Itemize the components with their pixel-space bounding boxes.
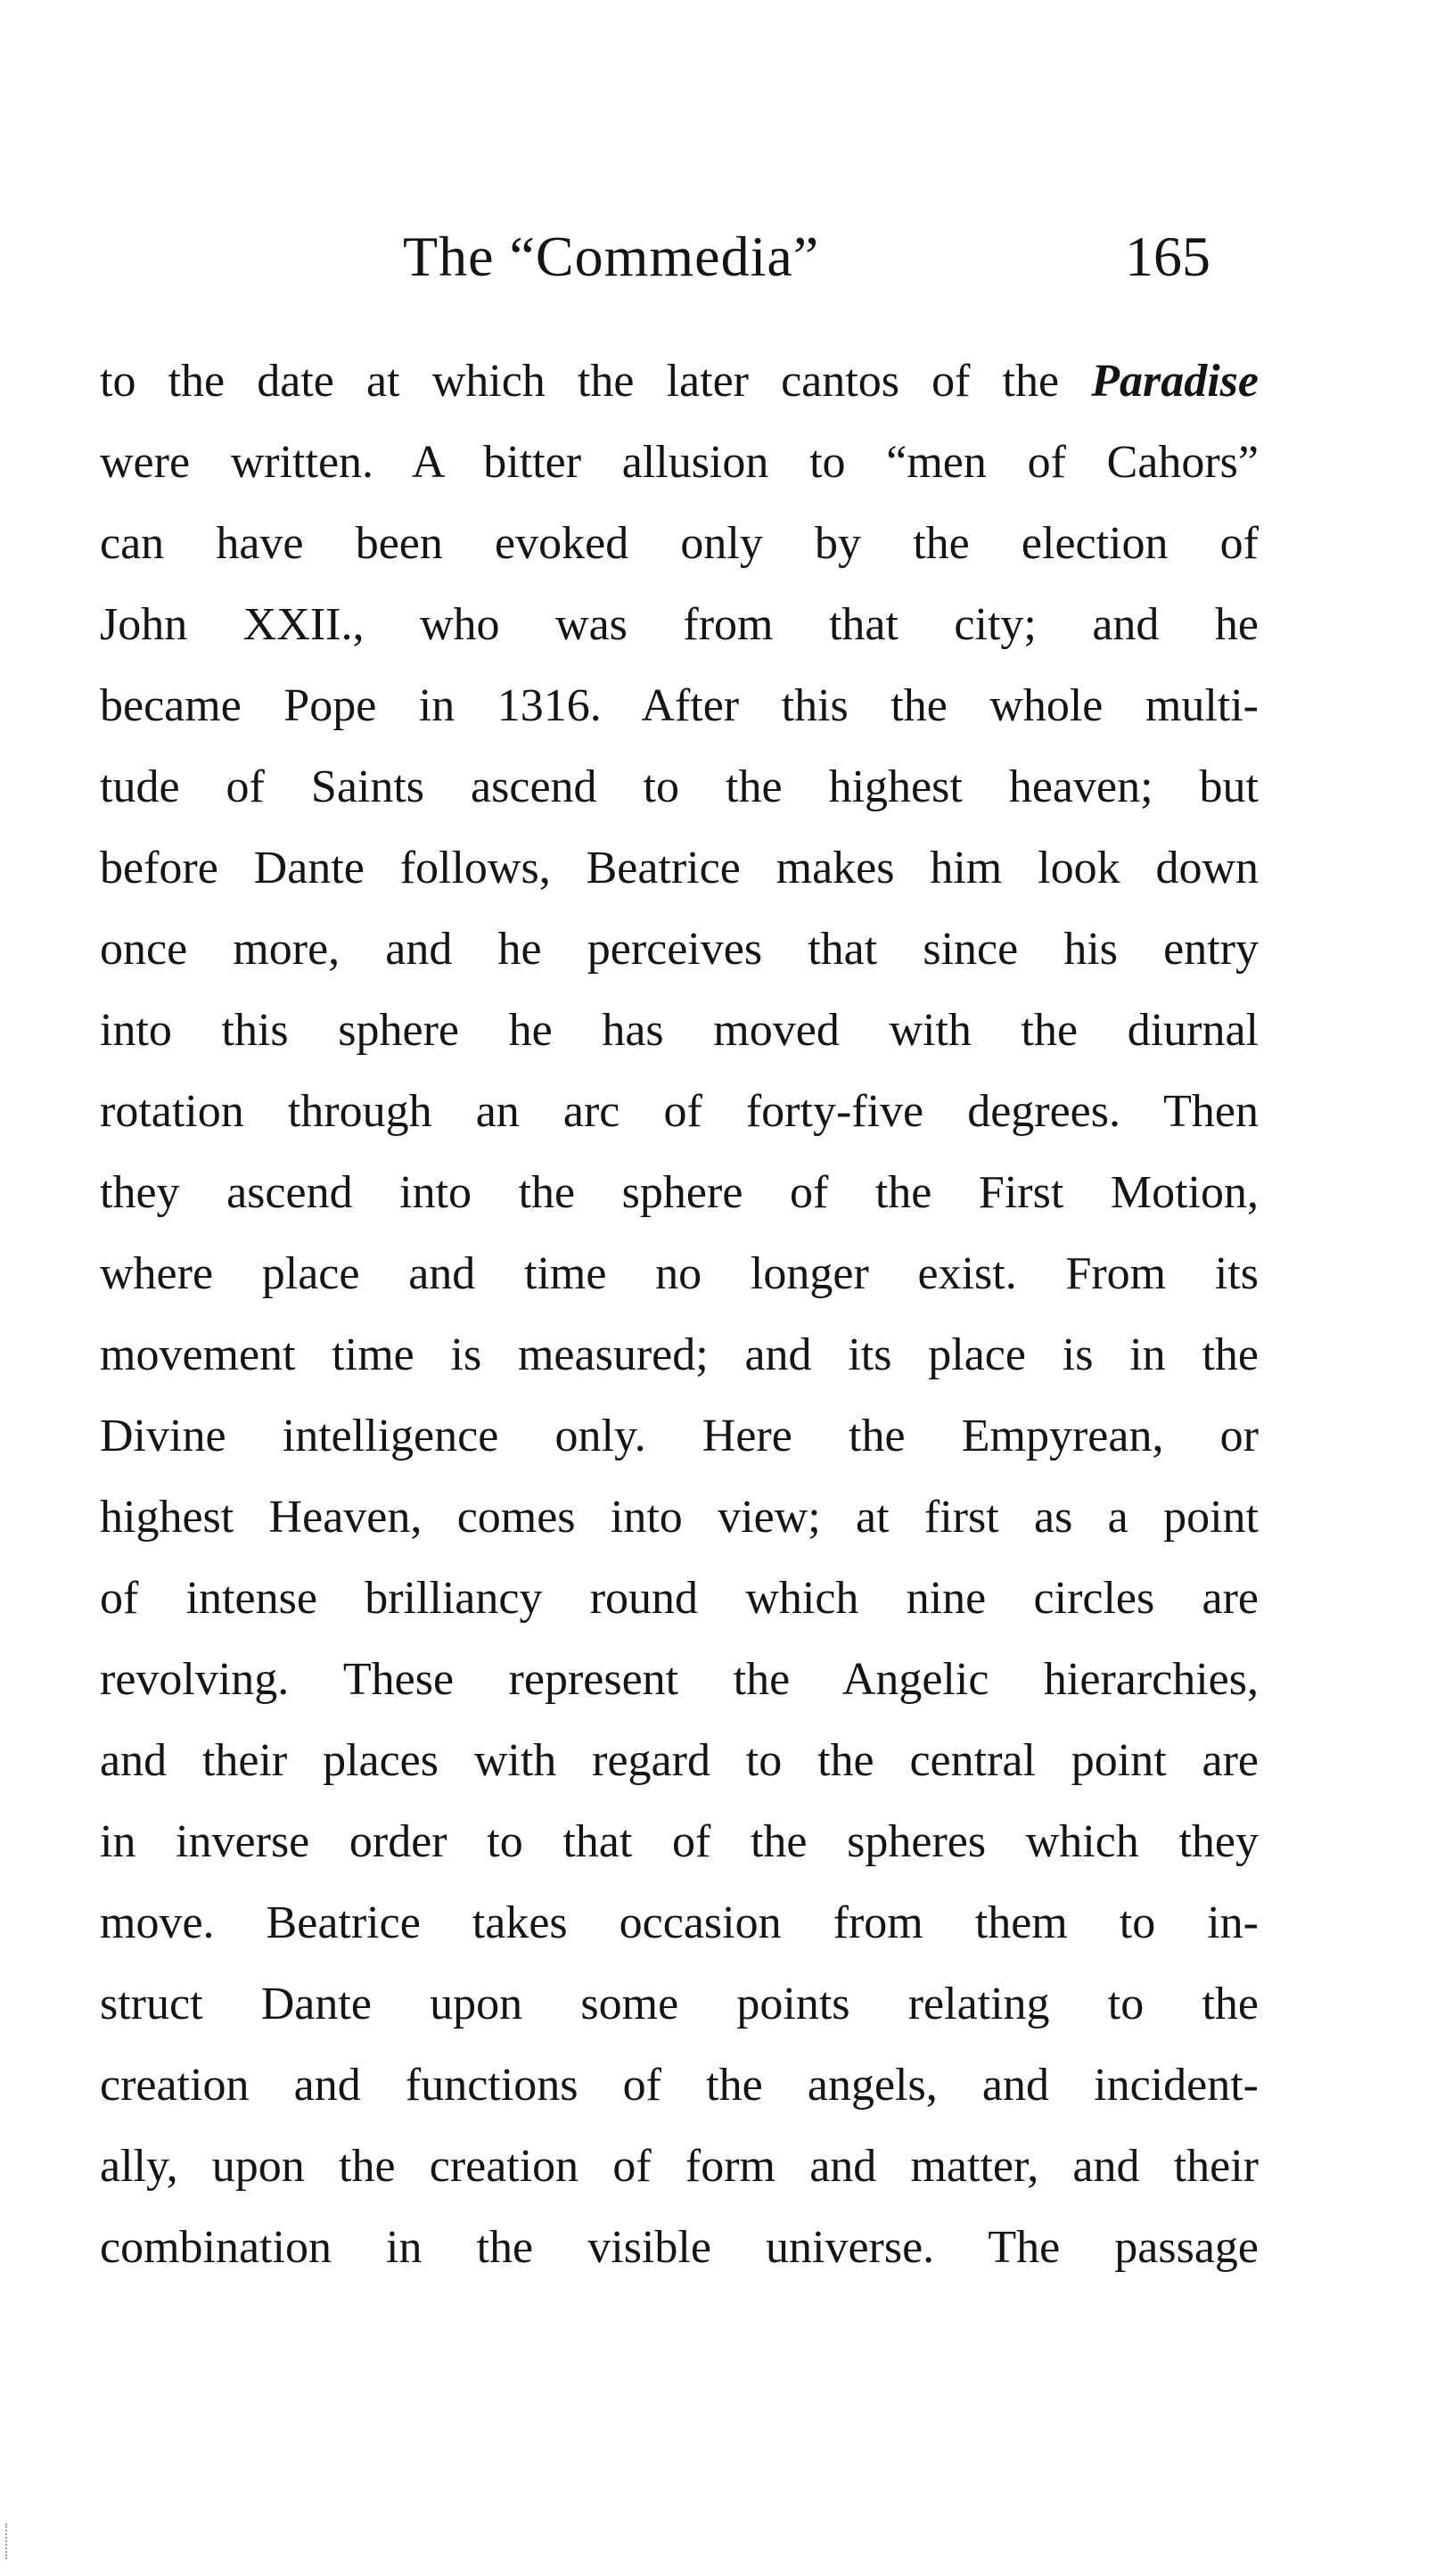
text-run: became Pope in 1316. After this the whole multi-: [100, 680, 1259, 731]
text-line: [100, 990, 1259, 1071]
running-title: The “Commedia”: [403, 225, 820, 288]
text-run: tude of Saints ascend to the highest heaven; but: [100, 761, 1259, 812]
text-line: [100, 665, 1259, 746]
text-line: [100, 503, 1259, 584]
text-line: [100, 2126, 1259, 2207]
text-line: [100, 1233, 1259, 1314]
margin-mark: [5, 2523, 10, 2559]
text-line: [100, 1801, 1259, 1882]
text-run: Divine intelligence only. Here the Empyrean, or: [100, 1411, 1259, 1461]
text-run: rotation through an arc of forty-five degrees. Then: [100, 1086, 1259, 1137]
text-run: combination in the visible universe. The passage: [100, 2222, 1259, 2273]
text-line: [100, 2045, 1259, 2126]
text-run: ally, upon the creation of form and matter, and their: [100, 2141, 1259, 2192]
running-head: [0, 221, 1436, 292]
text-line: [100, 1152, 1259, 1233]
text-run: once more, and he perceives that since his entry: [100, 924, 1259, 975]
text-run: can have been evoked only by the election of: [100, 518, 1259, 569]
text-run: creation and functions of the angels, and incident-: [100, 2060, 1259, 2111]
text-line: [100, 341, 1259, 422]
text-run: were written. A bitter allusion to “men of Cahors”: [100, 437, 1259, 488]
text-run: in inverse order to that of the spheres which they: [100, 1816, 1259, 1867]
text-line: [100, 2207, 1259, 2288]
text-line: [100, 422, 1259, 503]
text-line: [100, 1395, 1259, 1477]
text-line: [100, 746, 1259, 827]
text-line: [100, 1314, 1259, 1395]
text-run: before Dante follows, Beatrice makes him look down: [100, 843, 1259, 893]
text-line: [100, 1558, 1259, 1639]
text-line: [100, 1639, 1259, 1720]
text-run: into this sphere he has moved with the diurnal: [100, 1005, 1259, 1056]
text-line: [100, 827, 1259, 909]
text-run: and their places with regard to the central point are: [100, 1735, 1259, 1786]
text-line: [100, 1882, 1259, 1963]
text-run: where place and time no longer exist. From its: [100, 1248, 1259, 1299]
text-line: [100, 1477, 1259, 1558]
text-line: [100, 1071, 1259, 1152]
text-run: they ascend into the sphere of the First Motion,: [100, 1167, 1259, 1218]
text-run: struct Dante upon some points relating to the: [100, 1979, 1259, 2029]
text-run: movement time is measured; and its place is in the: [100, 1329, 1259, 1380]
text-line: [100, 1720, 1259, 1801]
italic-title: Paradise: [1091, 356, 1259, 407]
text-line: [100, 584, 1259, 665]
text-line: [100, 909, 1259, 990]
page-number: 165: [1125, 225, 1210, 288]
text-run: highest Heaven, comes into view; at first as a point: [100, 1492, 1259, 1543]
text-line: [100, 1963, 1259, 2045]
text-run: revolving. These represent the Angelic hierarchies,: [100, 1654, 1259, 1705]
text-run: of intense brilliancy round which nine circles are: [100, 1573, 1259, 1624]
text-run: to the date at which the later cantos of the: [100, 356, 1092, 407]
text-run: move. Beatrice takes occasion from them to in-: [100, 1897, 1259, 1948]
text-run: John XXII., who was from that city; and he: [100, 599, 1259, 650]
body-text: [100, 341, 1259, 2288]
